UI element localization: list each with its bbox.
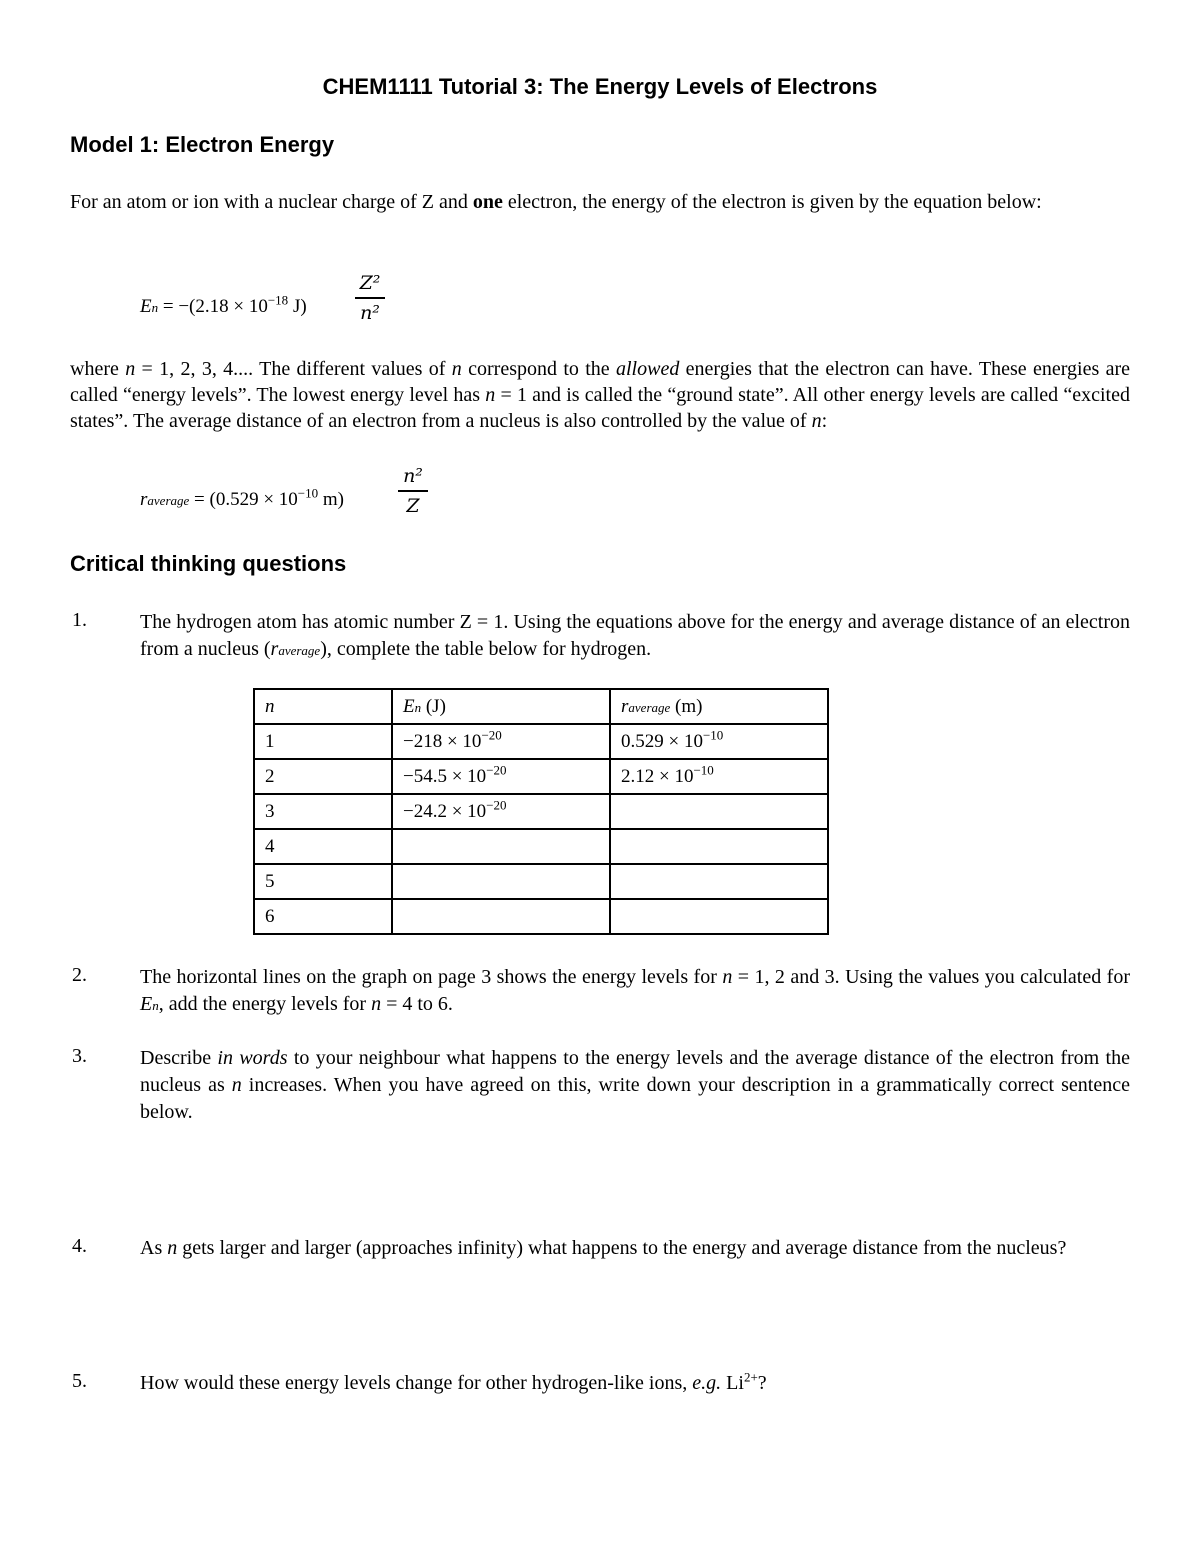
radius-exp: −10 [693, 762, 714, 778]
page-title: CHEM1111 Tutorial 3: The Energy Levels of Electrons [322, 74, 878, 99]
q5-number: 5. [72, 1370, 87, 1392]
where-allowed: allowed [615, 358, 680, 380]
header-n [254, 689, 392, 724]
eq2-lhs-sub: average [147, 493, 190, 508]
eq2-fraction [398, 465, 428, 517]
q2-text-d: = 4 to 6. [381, 993, 453, 1015]
header-E-sub: n [414, 699, 422, 715]
energy-exp: −20 [486, 797, 507, 813]
q3-text [140, 1045, 1130, 1126]
q5-text [140, 1370, 1130, 1397]
where-n3: n [485, 384, 496, 406]
cell-radius[interactable] [610, 864, 828, 899]
header-r-sub: average [628, 699, 671, 715]
eq1-lhs-sub: n [151, 300, 159, 315]
cell-n: 2 [254, 759, 392, 794]
q4-text [140, 1235, 1130, 1262]
cell-n: 5 [254, 864, 392, 899]
eq2-lhs-var: r [140, 489, 148, 510]
q2-Esub: n [152, 998, 159, 1013]
eq2-numerator: n² [403, 465, 423, 487]
q5-text-c: ? [757, 1372, 767, 1394]
q4-n: n [167, 1237, 178, 1259]
q1-rsub: average [278, 643, 321, 658]
cell-n: 1 [254, 724, 392, 759]
eq1-numerator: Z² [359, 272, 381, 294]
cell-energy[interactable] [392, 794, 610, 829]
eq1-fraction-bar [355, 297, 385, 299]
q2-n1: n [722, 966, 733, 988]
where-text-d: energies that the electron can have. These energies are called “energy levels”. The lowest energy level has [70, 358, 1131, 406]
energy-exp: −20 [481, 727, 502, 743]
q5-sup: 2+ [743, 1369, 758, 1385]
eq1-exp: −18 [267, 292, 289, 308]
cell-radius[interactable] [610, 759, 828, 794]
radius-exp: −10 [702, 727, 724, 743]
q1-number: 1. [72, 609, 87, 631]
q1-text-a: The hydrogen atom has atomic number Z = 1. Using the equations above for the energy and average distance of an electron from a nucleus ( [140, 611, 1130, 660]
header-r: r [621, 695, 629, 717]
where-n4: n [811, 410, 822, 432]
q3-in-words: in words [217, 1047, 288, 1069]
q1-text [140, 609, 1130, 664]
eq2-mid: = (0.529 × 10 [189, 489, 298, 510]
q5-text-b: Li [721, 1372, 744, 1394]
intro-bold: one [472, 191, 503, 213]
q2-n2: n [371, 993, 382, 1015]
q4-text-a: As [140, 1237, 168, 1259]
where-n2: n [451, 358, 462, 380]
table-row [254, 864, 828, 899]
eq2-denominator: Z [406, 495, 420, 517]
q1-r: r [270, 638, 279, 660]
model-heading: Model 1: Electron Energy [70, 132, 335, 157]
energy-equation [140, 292, 307, 318]
header-radius [610, 689, 828, 724]
where-text-b: = 1, 2, 3, 4.... The different values of [135, 358, 452, 380]
table-header-row [254, 689, 828, 724]
header-n-label: n [265, 695, 275, 717]
eq1-denominator: n² [360, 302, 380, 324]
header-r-unit: (m) [670, 695, 703, 717]
eq1-fraction [355, 272, 385, 324]
hydrogen-table [253, 688, 829, 935]
q3-text-c: increases. When you have agreed on this, write down your description in a grammatically correct sentence below. [140, 1074, 1130, 1123]
table-row [254, 759, 828, 794]
cell-energy[interactable] [392, 899, 610, 934]
eq2-exp: −10 [297, 485, 319, 501]
energy-base: −218 × 10 [403, 730, 482, 752]
where-text-e: = 1 and is called the “ground state”. All other energy levels are called “excited states”. The average distance of an electron from a nucleus is also controlled by the value of [70, 384, 1130, 432]
cell-energy[interactable] [392, 724, 610, 759]
q3-number: 3. [72, 1045, 87, 1067]
intro-text-2: electron, the energy of the electron is given by the equation below: [502, 191, 1042, 213]
q2-text-c: , add the energy levels for [158, 993, 372, 1015]
radius-base: 2.12 × 10 [621, 765, 694, 787]
where-n1: n [125, 358, 136, 380]
eq1-unit: J) [288, 296, 307, 317]
intro-paragraph [70, 189, 1130, 215]
q2-text-b: = 1, 2 and 3. Using the values you calculated for [732, 966, 1130, 988]
q3-text-b: to your neighbour what happens to the energy levels and the average distance of the electron from the nucleus as [140, 1047, 1130, 1096]
cell-radius[interactable] [610, 724, 828, 759]
energy-base: −54.5 × 10 [403, 765, 487, 787]
eq2-unit: m) [318, 489, 344, 510]
cell-energy[interactable] [392, 759, 610, 794]
header-E: E [403, 695, 415, 717]
cell-radius[interactable] [610, 899, 828, 934]
distance-equation [140, 485, 344, 511]
cell-n: 4 [254, 829, 392, 864]
where-paragraph [70, 356, 1130, 434]
q5-text-a: How would these energy levels change for other hydrogen-like ions, [140, 1372, 693, 1394]
table-row [254, 794, 828, 829]
cell-radius[interactable] [610, 794, 828, 829]
cell-energy[interactable] [392, 829, 610, 864]
table-row [254, 724, 828, 759]
header-E-unit: (J) [421, 695, 446, 717]
q4-number: 4. [72, 1235, 87, 1257]
cell-energy[interactable] [392, 864, 610, 899]
eq2-fraction-bar [398, 490, 428, 492]
q2-text-a: The horizontal lines on the graph on page 3 shows the energy levels for [140, 966, 723, 988]
where-text-a: where [70, 358, 126, 380]
cell-n: 6 [254, 899, 392, 934]
q5-eg: e.g. [692, 1372, 722, 1394]
ctq-heading: Critical thinking questions [70, 551, 347, 576]
energy-exp: −20 [486, 762, 507, 778]
table-row [254, 899, 828, 934]
q4-text-b: gets larger and larger (approaches infinity) what happens to the energy and average distance from the nucleus? [177, 1237, 1067, 1259]
header-energy [392, 689, 610, 724]
intro-text-1: For an atom or ion with a nuclear charge of Z and [70, 191, 473, 213]
q3-text-a: Describe [140, 1047, 218, 1069]
energy-base: −24.2 × 10 [403, 800, 487, 822]
eq1-lhs-var: E [140, 296, 152, 317]
table-row [254, 829, 828, 864]
cell-n: 3 [254, 794, 392, 829]
where-text-c: correspond to the [461, 358, 616, 380]
radius-base: 0.529 × 10 [621, 730, 703, 752]
q3-n: n [231, 1074, 242, 1096]
q2-E: E [140, 993, 153, 1015]
q2-text [140, 964, 1130, 1019]
q2-number: 2. [72, 964, 87, 986]
eq1-mid: = −(2.18 × 10 [158, 296, 268, 317]
where-text-f: : [821, 410, 828, 432]
cell-radius[interactable] [610, 829, 828, 864]
q1-text-b: ), complete the table below for hydrogen. [320, 638, 652, 660]
